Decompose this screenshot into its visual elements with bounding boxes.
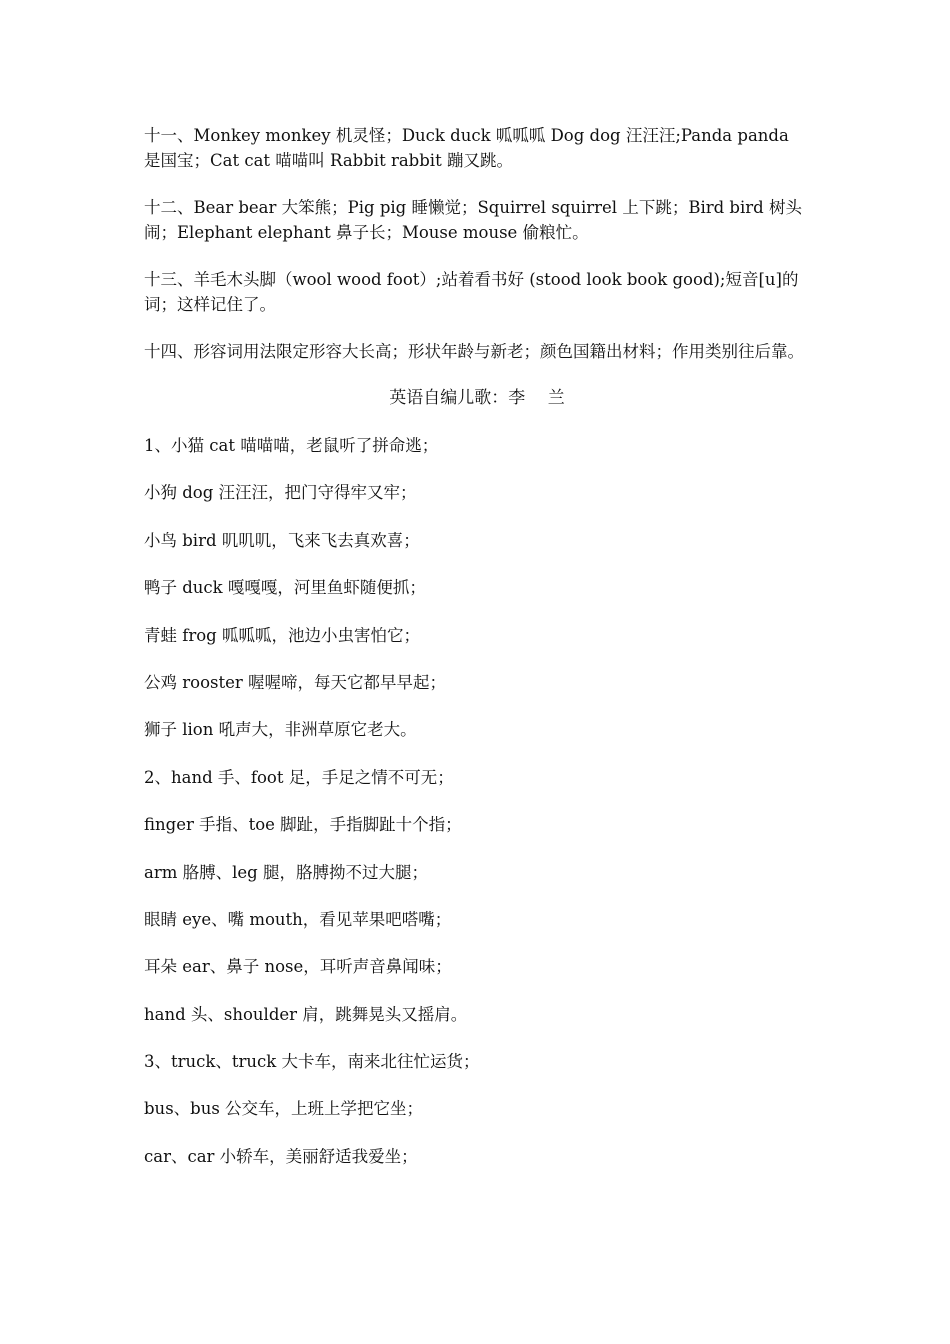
song-line: hand 头、shoulder 肩，跳舞晃头又摇肩。 [144, 1004, 468, 1024]
song-line: 2、hand 手、foot 足，手足之情不可无； [144, 767, 454, 787]
song-line: 耳朵 ear、鼻子 nose，耳听声音鼻闻味； [144, 957, 452, 977]
paragraph-13: 十三、羊毛木头脚（wool wood foot）;站着看书好 (stood look book good);短音[u]的词；这样记住了。 [144, 270, 799, 314]
document-page [144, 123, 810, 1191]
song-line: 眼睛 eye、嘴 mouth，看见苹果吧嗒嘴； [144, 909, 452, 929]
song-line: 小鸟 bird 叽叽叽，飞来飞去真欢喜； [144, 530, 420, 550]
song-line: finger 手指、toe 脚趾，手指脚趾十个指； [144, 815, 462, 835]
song-line: arm 胳膊、leg 腿，胳膊拗不过大腿； [144, 862, 428, 882]
section-heading: 英语自编儿歌：李 兰 [389, 388, 565, 408]
song-line: 公鸡 rooster 喔喔啼，每天它都早早起； [144, 672, 446, 692]
song-line: 3、truck、truck 大卡车，南来北往忙运货； [144, 1052, 480, 1072]
song-line: 鸭子 duck 嘎嘎嘎，河里鱼虾随便抓； [144, 578, 426, 598]
song-line: car、car 小轿车，美丽舒适我爱坐； [144, 1146, 418, 1166]
song-line: bus、bus 公交车，上班上学把它坐； [144, 1099, 424, 1119]
song-line: 1、小猫 cat 喵喵喵，老鼠听了拼命逃； [144, 436, 439, 455]
song-line: 狮子 lion 吼声大，非洲草原它老大。 [144, 720, 417, 740]
paragraph-11: 十一、Monkey monkey 机灵怪；Duck duck 呱呱呱 Dog dog 汪汪汪;Panda panda 是国宝；Cat cat 喵喵叫 Rabbit rabbit 蹦又跳。 [144, 126, 789, 170]
song-line: 青蛙 frog 呱呱呱，池边小虫害怕它； [144, 625, 420, 645]
song-line: 小狗 dog 汪汪汪，把门守得牢又牢； [144, 483, 417, 503]
paragraph-14: 十四、形容词用法限定形容大长高；形状年龄与新老；颜色国籍出材料；作用类别往后靠。 [144, 342, 804, 361]
paragraph-12: 十二、Bear bear 大笨熊；Pig pig 睡懒觉；Squirrel squirrel 上下跳；Bird bird 树头闹；Elephant elephant 鼻子长；Mouse mouse 偷粮忙。 [144, 198, 802, 242]
